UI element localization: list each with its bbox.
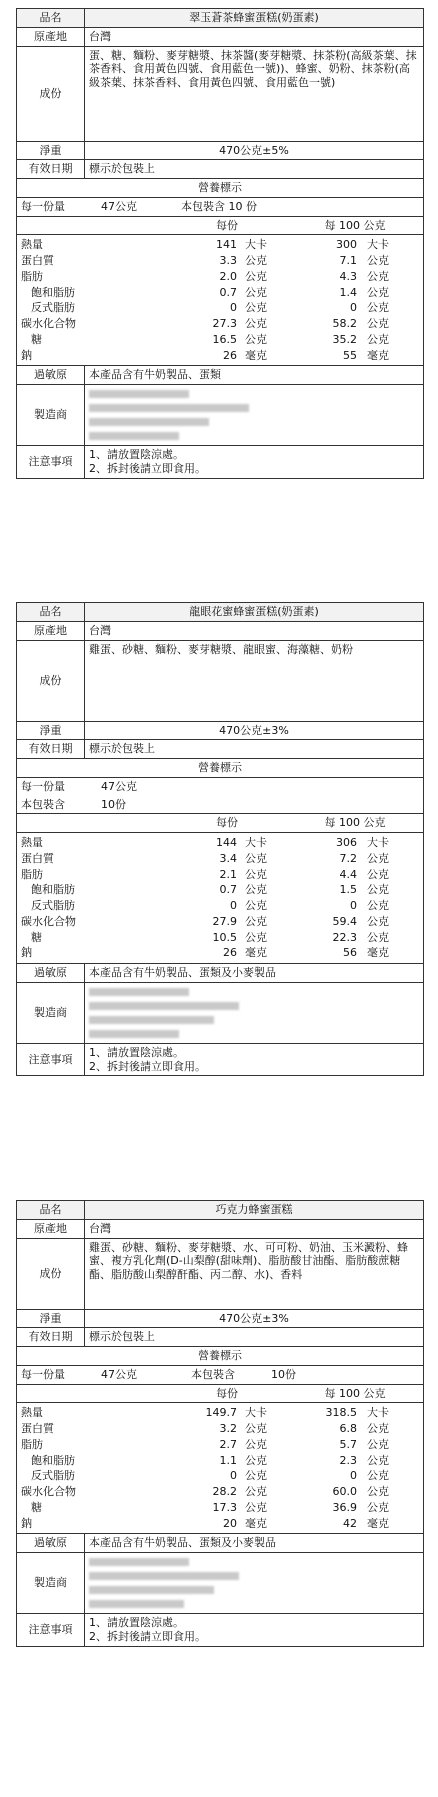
- net-weight-row: [17, 1310, 423, 1329]
- per-100g-value: 0: [350, 899, 357, 912]
- per-100g-value: 35.2: [332, 332, 357, 346]
- nutrient-row: [17, 1453, 423, 1469]
- per-100g-unit: 公克: [367, 269, 389, 283]
- net-weight-key: 淨重: [17, 142, 85, 160]
- notice-value: [85, 1614, 423, 1646]
- nutrient-name: 飽和脂肪: [31, 285, 75, 299]
- per-serving-value: 17.3: [212, 1500, 237, 1514]
- serving-size: 47公克: [101, 1367, 137, 1381]
- nutrient-row: [17, 316, 423, 332]
- per-serving-value: 0.7: [219, 285, 237, 299]
- notice-key: 注意事項: [17, 446, 85, 478]
- per-serving-unit: 公克: [245, 1422, 267, 1435]
- nutrient-name: 糖: [31, 332, 42, 346]
- allergen-value: 本產品含有牛奶製品、蛋類及小麥製品: [89, 1536, 276, 1550]
- expiry-value: 標示於包裝上: [89, 162, 155, 176]
- per-serving-value: 3.4: [219, 851, 237, 865]
- per-100g-unit: 公克: [367, 1453, 389, 1467]
- per-100g-value: 22.3: [332, 930, 357, 944]
- per-serving-unit: 公克: [245, 1500, 267, 1514]
- nutrient-row: [17, 930, 423, 946]
- maker-value-redacted: [85, 983, 423, 1043]
- expiry-value: 標示於包裝上: [89, 1330, 155, 1344]
- nutrient-name: 脂肪: [21, 1437, 43, 1451]
- nutrient-row: [17, 1468, 423, 1484]
- per-serving-value: 20: [223, 1516, 237, 1530]
- nutrient-row: [17, 1437, 423, 1453]
- per-serving-value: 3.2: [219, 1422, 237, 1435]
- product-name: 翠玉蒼茶蜂蜜蛋糕(奶蛋素): [189, 11, 319, 24]
- per-serving-value: 27.3: [212, 317, 237, 330]
- product-name-row: [17, 1201, 423, 1220]
- nutrient-row: [17, 898, 423, 914]
- col-per-100g: 每 100 公克: [324, 218, 386, 232]
- origin-row: [17, 28, 423, 47]
- maker-value-redacted: [85, 385, 423, 445]
- notice-value: [85, 1044, 423, 1076]
- per-serving-unit: 公克: [245, 914, 267, 928]
- nutrition-col-headers: [17, 1385, 423, 1404]
- col-per-serving: 每份: [216, 1386, 238, 1400]
- per-serving-value: 144: [216, 836, 237, 849]
- servings-per-package: 10份: [101, 797, 126, 811]
- nutrient-name: 反式脂肪: [31, 1469, 75, 1483]
- per-serving-unit: 公克: [245, 930, 267, 944]
- per-100g-value: 0: [350, 301, 357, 315]
- ingredients-row: [17, 1239, 423, 1310]
- nutrient-row: [17, 882, 423, 898]
- per-serving-value: 16.5: [212, 332, 237, 346]
- per-serving-unit: 公克: [245, 899, 267, 912]
- product-name-key: 品名: [17, 9, 85, 27]
- per-serving-unit: 毫克: [245, 946, 267, 960]
- allergen-row: [17, 366, 423, 385]
- ingredients-value: 蛋、糖、麵粉、麥芽糖漿、抹茶醬(麥芽糖漿、抹茶粉(高級茶葉、抹茶香料、食用黃色四號、食用藍色一號))、蜂蜜、奶粉、抹茶粉(高級茶葉、抹茶香料、食用黃色四號、食用藍色一號): [89, 48, 417, 89]
- product-name: 巧克力蜂蜜蛋糕: [215, 1203, 293, 1216]
- per-serving-unit: 公克: [245, 883, 267, 897]
- per-100g-unit: 公克: [367, 867, 389, 881]
- per-100g-value: 36.9: [332, 1500, 357, 1514]
- per-serving-value: 3.3: [219, 254, 237, 267]
- per-100g-value: 7.1: [339, 254, 357, 267]
- nutrient-row: [17, 332, 423, 348]
- per-serving-value: 10.5: [212, 930, 237, 944]
- origin-row: [17, 622, 423, 641]
- origin-row: [17, 1220, 423, 1239]
- maker-value-redacted: [85, 1553, 423, 1613]
- notice-key: 注意事項: [17, 1614, 85, 1646]
- per-100g-unit: 公克: [367, 317, 389, 330]
- expiry-row: [17, 740, 423, 759]
- per-100g-unit: 公克: [367, 1469, 389, 1483]
- nutrient-row: [17, 1405, 423, 1421]
- per-100g-unit: 公克: [367, 899, 389, 912]
- per-100g-value: 0: [350, 1469, 357, 1483]
- per-100g-unit: 公克: [367, 254, 389, 267]
- nutrient-row: [17, 237, 423, 253]
- nutrient-list: [17, 833, 423, 963]
- col-per-serving: 每份: [216, 218, 238, 232]
- per-100g-value: 60.0: [332, 1485, 357, 1498]
- nutrition-title: 營養標示: [17, 759, 423, 778]
- nutrient-name: 脂肪: [21, 269, 43, 283]
- per-serving-value: 0: [230, 301, 237, 315]
- nutrient-name: 碳水化合物: [21, 914, 76, 928]
- allergen-key: 過敏原: [17, 964, 85, 982]
- per-serving-unit: 公克: [245, 1437, 267, 1451]
- nutrient-name: 碳水化合物: [21, 317, 76, 330]
- nutrient-name: 飽和脂肪: [31, 883, 75, 897]
- per-serving-unit: 毫克: [245, 1516, 267, 1530]
- expiry-key: 有效日期: [17, 160, 85, 178]
- nutrient-row: [17, 945, 423, 961]
- origin-value: 台灣: [89, 29, 111, 43]
- per-serving-unit: 公克: [245, 332, 267, 346]
- notice-row: [17, 446, 423, 478]
- net-weight-row: [17, 722, 423, 741]
- col-per-100g: 每 100 公克: [324, 816, 386, 830]
- nutrient-row: [17, 348, 423, 364]
- nutrition-label-3: [16, 1200, 424, 1647]
- per-100g-value: 318.5: [325, 1406, 357, 1420]
- per-100g-unit: 公克: [367, 930, 389, 944]
- nutrient-row: [17, 1516, 423, 1532]
- serving-size: 47公克: [101, 199, 137, 213]
- per-serving-unit: 公克: [245, 1453, 267, 1467]
- servings-key: 本包裝含: [191, 1367, 235, 1381]
- product-name-key: 品名: [17, 1201, 85, 1219]
- net-weight-row: [17, 142, 423, 161]
- nutrient-name: 反式脂肪: [31, 301, 75, 315]
- col-per-100g: 每 100 公克: [324, 1386, 386, 1400]
- per-100g-unit: 公克: [367, 1500, 389, 1514]
- per-100g-unit: 大卡: [367, 238, 389, 252]
- nutrient-name: 蛋白質: [21, 254, 54, 267]
- per-serving-unit: 大卡: [245, 836, 267, 849]
- nutrient-row: [17, 1500, 423, 1516]
- ingredients-key: 成份: [17, 47, 85, 141]
- per-serving-value: 1.1: [219, 1453, 237, 1467]
- nutrition-title: 營養標示: [17, 1347, 423, 1366]
- maker-row: [17, 385, 423, 446]
- ingredients-value: 雞蛋、砂糖、麵粉、麥芽糖漿、龍眼蜜、海藻糖、奶粉: [89, 642, 353, 656]
- origin-value: 台灣: [89, 1221, 111, 1235]
- nutrient-row: [17, 285, 423, 301]
- notice-row: [17, 1614, 423, 1646]
- per-100g-value: 4.3: [339, 269, 357, 283]
- per-100g-unit: 大卡: [367, 1406, 389, 1420]
- allergen-key: 過敏原: [17, 1534, 85, 1552]
- per-serving-unit: 公克: [245, 851, 267, 865]
- nutrient-row: [17, 851, 423, 867]
- per-serving-unit: 公克: [245, 254, 267, 267]
- origin-value: 台灣: [89, 623, 111, 637]
- nutrient-name: 熱量: [21, 1406, 43, 1420]
- per-serving-value: 2.1: [219, 867, 237, 881]
- per-100g-unit: 公克: [367, 1422, 389, 1435]
- serving-row: [17, 198, 423, 217]
- product-name-row: [17, 603, 423, 622]
- per-100g-value: 6.8: [339, 1422, 357, 1435]
- per-serving-unit: 公克: [245, 285, 267, 299]
- per-serving-value: 0: [230, 899, 237, 912]
- per-100g-value: 56: [343, 946, 357, 960]
- nutrient-name: 熱量: [21, 836, 43, 849]
- net-weight-value: 470公克±3%: [219, 723, 289, 737]
- maker-key: 製造商: [17, 983, 85, 1043]
- per-100g-value: 306: [336, 836, 357, 849]
- nutrition-col-headers: [17, 217, 423, 236]
- notice-key: 注意事項: [17, 1044, 85, 1076]
- nutrient-name: 鈉: [21, 1516, 32, 1530]
- notice-line-1: 1、請放置陰涼處。: [89, 448, 184, 461]
- per-100g-unit: 公克: [367, 285, 389, 299]
- per-100g-value: 1.5: [339, 883, 357, 897]
- nutrient-name: 蛋白質: [21, 1422, 54, 1435]
- nutrient-list: [17, 1403, 423, 1533]
- nutrient-name: 鈉: [21, 946, 32, 960]
- per-100g-value: 42: [343, 1516, 357, 1530]
- nutrition-title: 營養標示: [17, 179, 423, 198]
- per-serving-unit: 公克: [245, 867, 267, 881]
- expiry-value: 標示於包裝上: [89, 742, 155, 756]
- nutrient-name: 蛋白質: [21, 851, 54, 865]
- nutrition-col-headers: [17, 814, 423, 833]
- maker-key: 製造商: [17, 1553, 85, 1613]
- nutrition-label-1: [16, 8, 424, 479]
- serving-row: [17, 778, 423, 796]
- servings-per-package: 本包裝含 10 份: [181, 199, 257, 213]
- product-name: 龍眼花蜜蜂蜜蛋糕(奶蛋素): [189, 605, 319, 618]
- per-100g-unit: 公克: [367, 332, 389, 346]
- product-name-row: [17, 9, 423, 28]
- expiry-key: 有效日期: [17, 1328, 85, 1346]
- col-per-serving: 每份: [216, 816, 238, 830]
- allergen-value: 本產品含有牛奶製品、蛋類: [89, 368, 221, 382]
- per-serving-value: 141: [216, 238, 237, 252]
- per-serving-unit: 公克: [245, 1485, 267, 1498]
- per-100g-value: 58.2: [332, 317, 357, 330]
- per-serving-value: 27.9: [212, 914, 237, 928]
- ingredients-key: 成份: [17, 641, 85, 721]
- ingredients-value: 雞蛋、砂糖、麵粉、麥芽糖漿、水、可可粉、奶油、玉米澱粉、蜂蜜、複方乳化劑(D-山梨醇(甜味劑)、脂肪酸甘油酯、脂肪酸蔗糖酯、脂肪酸山梨醇酐酯、丙二醇、水)、香料: [89, 1240, 408, 1281]
- servings-row: [17, 796, 423, 815]
- per-serving-unit: 公克: [245, 269, 267, 283]
- expiry-key: 有效日期: [17, 740, 85, 758]
- serving-size: 47公克: [101, 779, 137, 793]
- allergen-row: [17, 1534, 423, 1553]
- nutrient-name: 飽和脂肪: [31, 1453, 75, 1467]
- per-serving-value: 149.7: [205, 1406, 237, 1420]
- per-serving-value: 26: [223, 348, 237, 362]
- per-100g-unit: 大卡: [367, 836, 389, 849]
- nutrition-facts: [17, 1347, 423, 1534]
- per-serving-unit: 大卡: [245, 1406, 267, 1420]
- per-serving-value: 0.7: [219, 883, 237, 897]
- per-100g-value: 300: [336, 238, 357, 252]
- nutrient-row: [17, 269, 423, 285]
- serving-size-key: 每一份量: [21, 1367, 65, 1381]
- nutrient-name: 脂肪: [21, 867, 43, 881]
- per-100g-unit: 毫克: [367, 348, 389, 362]
- net-weight-value: 470公克±3%: [219, 1311, 289, 1325]
- per-serving-value: 2.0: [219, 269, 237, 283]
- notice-line-2: 2、拆封後請立即食用。: [89, 1059, 206, 1073]
- nutrient-row: [17, 1421, 423, 1437]
- origin-key: 原產地: [17, 28, 85, 46]
- ingredients-row: [17, 641, 423, 722]
- notice-line-2: 2、拆封後請立即食用。: [89, 461, 206, 475]
- product-name-key: 品名: [17, 603, 85, 621]
- net-weight-value: 470公克±5%: [219, 143, 289, 157]
- serving-size-key: 每一份量: [21, 199, 65, 213]
- per-100g-unit: 公克: [367, 301, 389, 315]
- nutrient-row: [17, 253, 423, 269]
- per-serving-value: 28.2: [212, 1485, 237, 1498]
- servings-key: 本包裝含: [21, 797, 65, 811]
- per-100g-value: 59.4: [332, 914, 357, 928]
- per-serving-value: 26: [223, 946, 237, 960]
- allergen-row: [17, 964, 423, 983]
- per-serving-unit: 公克: [245, 1469, 267, 1483]
- nutrient-name: 糖: [31, 1500, 42, 1514]
- maker-row: [17, 983, 423, 1044]
- per-100g-value: 2.3: [339, 1453, 357, 1467]
- per-100g-value: 1.4: [339, 285, 357, 299]
- per-serving-value: 2.7: [219, 1437, 237, 1451]
- per-100g-unit: 毫克: [367, 1516, 389, 1530]
- per-100g-value: 55: [343, 348, 357, 362]
- nutrient-row: [17, 835, 423, 851]
- allergen-value: 本產品含有牛奶製品、蛋類及小麥製品: [89, 966, 276, 979]
- nutrient-name: 反式脂肪: [31, 899, 75, 912]
- maker-row: [17, 1553, 423, 1614]
- per-serving-value: 0: [230, 1469, 237, 1483]
- nutrient-row: [17, 300, 423, 316]
- per-100g-value: 7.2: [339, 851, 357, 865]
- per-serving-unit: 大卡: [245, 238, 267, 252]
- servings-per-package: 10份: [271, 1367, 296, 1381]
- nutrient-row: [17, 1484, 423, 1500]
- origin-key: 原產地: [17, 622, 85, 640]
- notice-line-1: 1、請放置陰涼處。: [89, 1616, 184, 1629]
- per-100g-unit: 公克: [367, 1485, 389, 1498]
- serving-size-key: 每一份量: [21, 779, 65, 793]
- notice-line-1: 1、請放置陰涼處。: [89, 1045, 184, 1059]
- notice-value: [85, 446, 423, 478]
- ingredients-key: 成份: [17, 1239, 85, 1309]
- nutrient-row: [17, 867, 423, 883]
- nutrient-name: 鈉: [21, 348, 32, 362]
- notice-line-2: 2、拆封後請立即食用。: [89, 1629, 206, 1643]
- origin-key: 原產地: [17, 1220, 85, 1238]
- ingredients-row: [17, 47, 423, 142]
- expiry-row: [17, 1328, 423, 1347]
- notice-row: [17, 1044, 423, 1076]
- nutrient-name: 糖: [31, 930, 42, 944]
- nutrient-row: [17, 914, 423, 930]
- per-100g-value: 5.7: [339, 1437, 357, 1451]
- per-serving-unit: 毫克: [245, 348, 267, 362]
- serving-row: [17, 1366, 423, 1385]
- per-100g-unit: 毫克: [367, 946, 389, 960]
- per-100g-unit: 公克: [367, 914, 389, 928]
- nutrition-label-2: [16, 602, 424, 1076]
- net-weight-key: 淨重: [17, 1310, 85, 1328]
- per-serving-unit: 公克: [245, 301, 267, 315]
- maker-key: 製造商: [17, 385, 85, 445]
- per-serving-unit: 公克: [245, 317, 267, 330]
- per-100g-unit: 公克: [367, 851, 389, 865]
- per-100g-value: 4.4: [339, 867, 357, 881]
- nutrient-name: 熱量: [21, 238, 43, 252]
- per-100g-unit: 公克: [367, 883, 389, 897]
- per-100g-unit: 公克: [367, 1437, 389, 1451]
- nutrient-name: 碳水化合物: [21, 1485, 76, 1498]
- net-weight-key: 淨重: [17, 722, 85, 740]
- nutrition-facts: [17, 179, 423, 366]
- nutrition-facts: [17, 759, 423, 964]
- expiry-row: [17, 160, 423, 179]
- allergen-key: 過敏原: [17, 366, 85, 384]
- nutrient-list: [17, 235, 423, 365]
